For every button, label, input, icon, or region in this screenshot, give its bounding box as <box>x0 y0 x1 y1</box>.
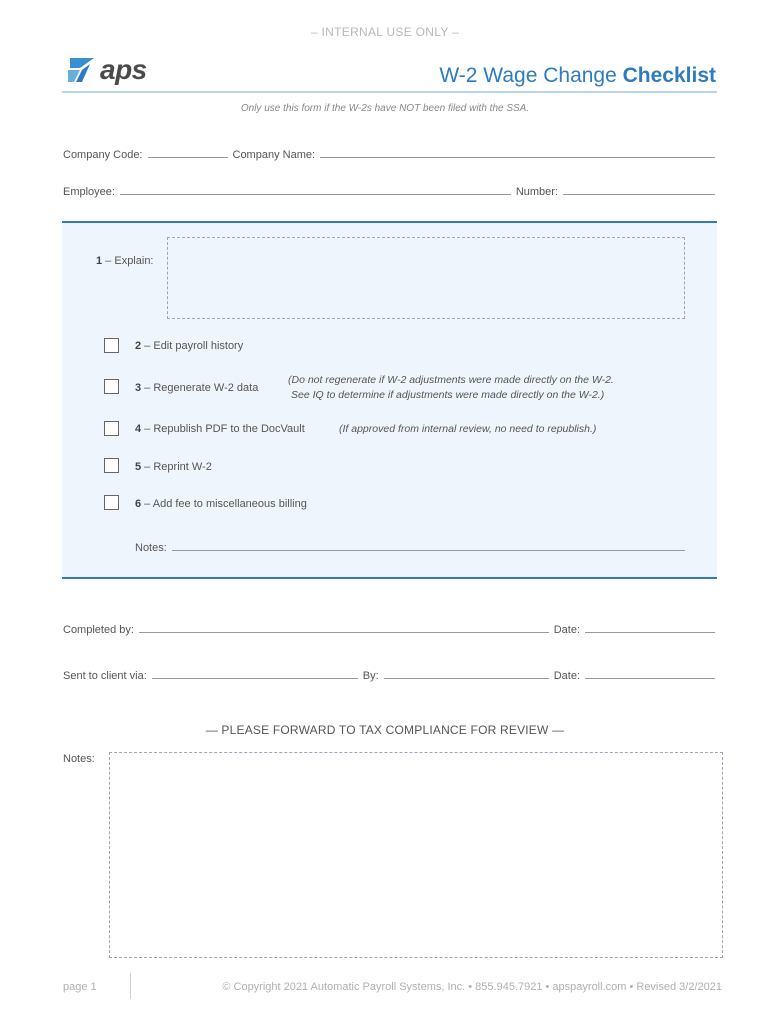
item-number: 6 <box>135 498 142 510</box>
employee-label: Employee: <box>63 186 115 198</box>
checkbox-republish-pdf[interactable] <box>104 421 119 436</box>
item-label-republish-pdf <box>135 423 305 435</box>
item-number: 5 <box>135 461 142 473</box>
notes-textarea[interactable] <box>109 752 723 958</box>
completed-by-label: Completed by: <box>63 624 134 636</box>
company-code-label: Company Code: <box>63 149 143 161</box>
item-text: – Regenerate W-2 data <box>141 382 259 394</box>
company-code-field[interactable] <box>148 148 228 158</box>
panel-notes-field[interactable] <box>172 541 685 551</box>
checkbox-regenerate-w2-data[interactable] <box>104 379 119 394</box>
item-text: – Edit payroll history <box>141 340 244 352</box>
item-number: 3 <box>135 382 142 394</box>
explain-number: 1 <box>96 255 103 267</box>
title-plain: W-2 Wage Change <box>439 64 623 87</box>
aps-logo <box>66 56 147 84</box>
company-row <box>63 148 715 161</box>
checkbox-reprint-w2[interactable] <box>104 458 119 473</box>
regenerate-note-line-2: See IQ to determine if adjustments were made directly on the W-2.) <box>291 389 605 401</box>
republish-note: (If approved from internal review, no need to republish.) <box>339 423 597 435</box>
item-label-regenerate-w2-data <box>135 382 258 394</box>
company-name-label: Company Name: <box>232 149 316 161</box>
notes-label: Notes: <box>63 753 95 765</box>
explain-text: – Explain: <box>102 255 154 267</box>
item-text: – Reprint W-2 <box>141 461 212 473</box>
employee-field[interactable] <box>120 185 511 195</box>
footer-divider <box>130 973 131 999</box>
completed-date-field[interactable] <box>585 623 715 633</box>
sent-row <box>63 669 715 682</box>
item-number: 2 <box>135 340 142 352</box>
form-subtitle: Only use this form if the W-2s have NOT been filed with the SSA. <box>240 103 530 114</box>
item-number: 4 <box>135 423 142 435</box>
sent-date-field[interactable] <box>585 669 715 679</box>
header-rule <box>62 91 717 93</box>
completed-row <box>63 623 715 636</box>
aps-logo-icon <box>66 56 96 84</box>
item-label-reprint-w2 <box>135 461 212 473</box>
checkbox-add-fee[interactable] <box>104 495 119 510</box>
forward-notice: — PLEASE FORWARD TO TAX COMPLIANCE FOR REVIEW — <box>205 723 565 737</box>
item-text: – Add fee to miscellaneous billing <box>141 498 307 510</box>
internal-use-label: – INTERNAL USE ONLY – <box>310 25 460 39</box>
page-number: page 1 <box>63 981 97 993</box>
completed-date-label: Date: <box>553 624 580 636</box>
item-label-add-fee <box>135 498 307 510</box>
sent-date-label: Date: <box>553 670 580 682</box>
item-label-edit-payroll-history <box>135 340 243 352</box>
checkbox-edit-payroll-history[interactable] <box>104 338 119 353</box>
panel-notes-row <box>135 541 685 554</box>
page-title <box>439 64 716 88</box>
logo-text: aps <box>100 54 147 85</box>
sent-by-label: By: <box>362 670 379 682</box>
sent-by-field[interactable] <box>384 669 549 679</box>
number-field[interactable] <box>563 185 715 195</box>
company-name-field[interactable] <box>320 148 715 158</box>
regenerate-note-line-1: (Do not regenerate if W-2 adjustments were made directly on the W-2. <box>288 374 614 386</box>
footer-copyright: © Copyright 2021 Automatic Payroll Systems, Inc. • 855.945.7921 • apspayroll.com • Revised 3/2/2021 <box>222 981 722 993</box>
explain-label <box>96 255 154 267</box>
panel-notes-label: Notes: <box>135 542 167 554</box>
explain-textarea[interactable] <box>167 237 685 319</box>
item-text: – Republish PDF to the DocVault <box>141 423 305 435</box>
sent-via-label: Sent to client via: <box>63 670 147 682</box>
title-bold: Checklist <box>622 64 716 87</box>
sent-via-field[interactable] <box>152 669 358 679</box>
completed-by-field[interactable] <box>139 623 549 633</box>
number-label: Number: <box>515 186 558 198</box>
employee-row <box>63 185 715 198</box>
